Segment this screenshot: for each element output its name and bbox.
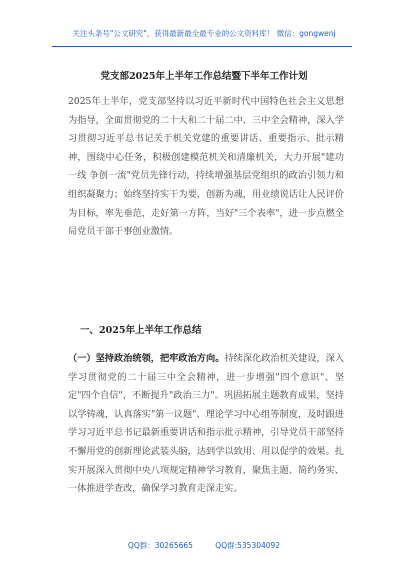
footer-qq-group-2: QQ群:535304092 [215, 541, 281, 550]
header-promo-note: 关注头条号"公文研究"，获得最新最全最专业的公文资料库！ 微信：gongwenj [72, 29, 336, 38]
intro-text: 2025年上半年，党支部坚持以习近平新时代中国特色社会主义思想为指导，全面贯彻党的二十大和二十届二中、三中全会精神，深入学习贯彻习近平总书记关于机关党建的重要讲话、重要指示、批示精神，围绕中心任务，积极创建模范机关和清廉机关，大力开展"建功一线 争创一流"党员先锋行动，持续增强基层党组织的政治引领力和组织凝聚力；始终坚持实干为要，创新为魂，用业绩说话让人民评价为目标，率先垂范，走好第一方阵，当好"三个表率"，进一步点燃全局党员干部干事创业激情。 [68, 96, 344, 238]
footer-qq-group-1: QQ群：30265665 [127, 541, 193, 550]
subsection-lead: （一）坚持政治统领，把牢政治方向。 [68, 353, 225, 364]
section-heading: 一、2025年上半年工作总结 [80, 325, 202, 336]
document-title: 党支部2025年上半年工作总结暨下半年工作计划 [100, 71, 308, 82]
subsection-body: 持续深化政治机关建设，深入学习贯彻党的二十届三中全会精神，进一步增强"四个意识"、坚定"四个自信"，不断提升"政治三力"。巩固拓展主题教育成果，坚持以学铸魂，认真落实"第一议题"、理论学习中心组等制度，及时跟进学习习近平总书记最新重要讲话和指示批示精神，引导党员干部坚持不懈用党的创新理论武装头脑，达到学以致用、用以促学的效果。扎实开展深入贯彻中央八项规定精神学习教育，聚焦主题、简约务实、一体推进学查改，确保学习教育走深走实。 [68, 353, 345, 495]
intro-paragraph [68, 93, 344, 242]
subsection-paragraph [68, 350, 344, 499]
header-divider [52, 46, 352, 47]
footer-contact [0, 540, 408, 551]
